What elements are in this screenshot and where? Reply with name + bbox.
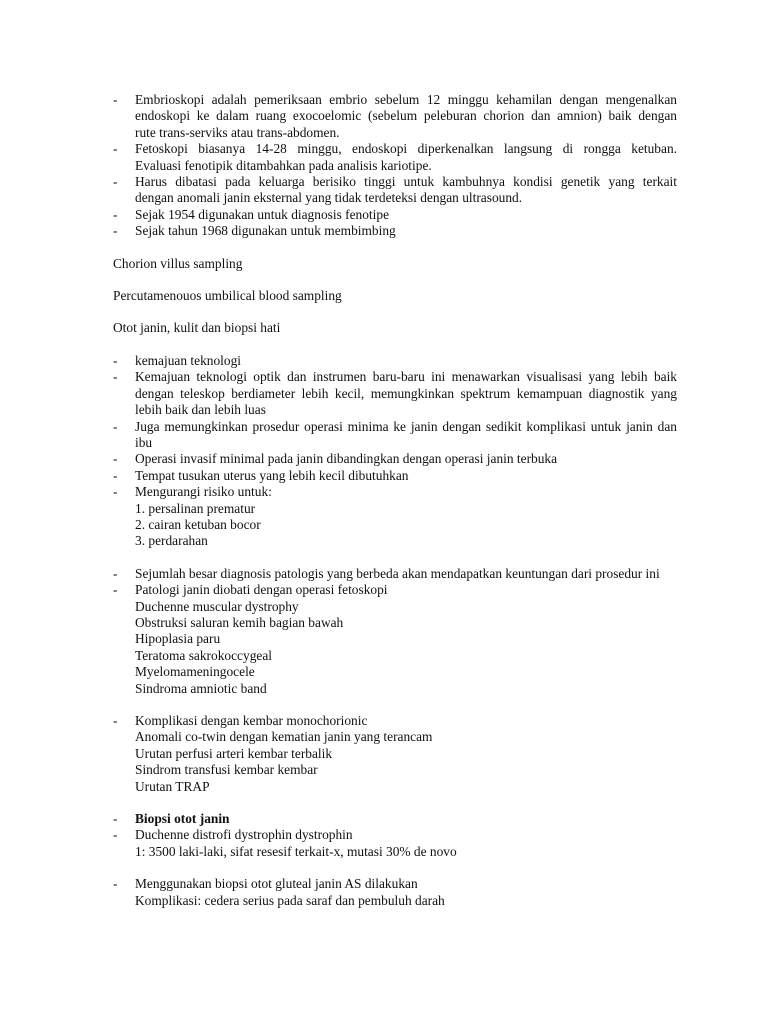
risk-sub-item: 2. cairan ketuban bocor xyxy=(135,516,261,532)
heading-otot: Otot janin, kulit dan biopsi hati xyxy=(113,320,281,336)
patho-intro-item xyxy=(113,566,677,582)
text-line: Sejumlah besar diagnosis patologis yang berbeda akan mendapatkan keuntungan dari prosedur ini xyxy=(135,565,660,581)
bullet-dash: - xyxy=(113,92,118,107)
patho-sub-item: Teratoma sakrokoccygeal xyxy=(135,647,272,663)
biopsy-list xyxy=(113,811,677,860)
bullet-dash: - xyxy=(113,174,118,190)
patho-sub-item: Duchenne muscular dystrophy xyxy=(135,598,299,614)
text-line: Tempat tusukan uterus yang lebih kecil dibutuhkan xyxy=(135,467,409,483)
intro-item xyxy=(113,141,677,174)
tech-item xyxy=(113,353,677,369)
text-line: Harus dibatasi pada keluarga berisiko tinggi untuk kambuhnya kondisi genetik yang terkait xyxy=(135,174,677,190)
document-body xyxy=(113,92,677,909)
bullet-dash: - xyxy=(113,451,118,467)
text-line: lebih baik dan lebih luas xyxy=(135,402,266,418)
bullet-dash: - xyxy=(113,223,118,239)
risk-label: Mengurangi risiko untuk: xyxy=(135,484,272,500)
bullet-dash: - xyxy=(113,565,118,581)
heading-chorion: Chorion villus sampling xyxy=(113,255,243,271)
intro-item xyxy=(113,174,677,207)
intro-item xyxy=(113,207,677,223)
tech-item xyxy=(113,451,677,467)
patho-sub-item: Hipoplasia paru xyxy=(135,631,221,647)
gluteal-list xyxy=(113,876,677,909)
bullet-dash: - xyxy=(113,811,118,827)
tech-item xyxy=(113,369,677,418)
text-line: Komplikasi: cedera serius pada saraf dan pembuluh darah xyxy=(135,892,445,908)
biopsy-item xyxy=(113,827,677,860)
tech-list xyxy=(113,353,677,550)
twin-sub-item: Urutan TRAP xyxy=(135,778,210,794)
patho-sub-item: Obstruksi saluran kemih bagian bawah xyxy=(135,614,344,630)
risk-item xyxy=(113,484,677,550)
text-line: kemajuan teknologi xyxy=(135,352,241,368)
bullet-dash: - xyxy=(113,876,118,892)
bullet-dash: - xyxy=(113,582,118,598)
text-line: dengan teleskop berdiameter lebih kecil, memungkinkan spektrum kemampuan diagnostik yang xyxy=(135,385,677,401)
heading-pubs: Percutamenouos umbilical blood sampling xyxy=(113,288,342,304)
text-line: Fetoskopi biasanya 14-28 minggu, endoskopi diperkenalkan langsung di rongga ketuban. xyxy=(135,141,677,157)
text-line: Sejak tahun 1968 digunakan untuk membimbing xyxy=(135,223,396,239)
bullet-dash: - xyxy=(113,484,118,500)
bullet-dash: - xyxy=(113,827,118,843)
text-line: Embrioskopi adalah pemeriksaan embrio sebelum 12 minggu kehamilan dengan mengenalkan xyxy=(135,92,677,107)
text-line: Sejak 1954 digunakan untuk diagnosis fenotipe xyxy=(135,206,390,222)
text-line: endoskopi ke dalam ruang exocoelomic (sebelum peleburan chorion dan amnion) baik dengan xyxy=(135,108,677,124)
biopsy-title-item xyxy=(113,811,677,827)
bullet-dash: - xyxy=(113,141,118,157)
bullet-dash: - xyxy=(113,713,118,728)
text-line: rute trans-serviks atau trans-abdomen. xyxy=(135,124,340,140)
twin-sub-item: Sindrom transfusi kembar kembar xyxy=(135,762,318,778)
tech-item xyxy=(113,468,677,484)
bullet-dash: - xyxy=(113,352,118,368)
bullet-dash: - xyxy=(113,418,118,434)
patho-sub-item: Sindroma amniotic band xyxy=(135,680,267,696)
text-line: Juga memungkinkan prosedur operasi minima ke janin dengan sedikit komplikasi untuk janin dan xyxy=(135,418,677,434)
risk-sub-item: 1. persalinan prematur xyxy=(135,500,256,516)
text-line: Operasi invasif minimal pada janin dibandingkan dengan operasi janin terbuka xyxy=(135,451,558,467)
text-line: Duchenne distrofi dystrophin dystrophin xyxy=(135,827,353,843)
biopsy-title: Biopsi otot janin xyxy=(135,811,230,827)
text-line: ibu xyxy=(135,434,153,450)
text-line: 1: 3500 laki-laki, sifat resesif terkait-x, mutasi 30% de novo xyxy=(135,843,457,859)
bullet-dash: - xyxy=(113,206,118,222)
patho-list xyxy=(113,566,677,697)
risk-sub-item: 3. perdarahan xyxy=(135,533,208,549)
twin-sub-item: Urutan perfusi arteri kembar terbalik xyxy=(135,745,333,761)
twin-sub-item: Anomali co-twin dengan kematian janin yang terancam xyxy=(135,729,433,745)
twin-item xyxy=(113,713,677,795)
text-line: Evaluasi fenotipik ditambahkan pada analisis kariotipe. xyxy=(135,157,432,173)
patho-label: Patologi janin diobati dengan operasi fetoskopi xyxy=(135,582,388,598)
twin-list xyxy=(113,713,677,795)
bullet-dash: - xyxy=(113,467,118,483)
text-line: dengan anomali janin eksternal yang tidak terdeteksi dengan ultrasound. xyxy=(135,190,523,206)
intro-list xyxy=(113,92,677,240)
tech-item xyxy=(113,419,677,452)
text-line: Menggunakan biopsi otot gluteal janin AS dilakukan xyxy=(135,876,418,892)
bullet-dash: - xyxy=(113,369,118,385)
gluteal-item xyxy=(113,876,677,909)
twin-label: Komplikasi dengan kembar monochorionic xyxy=(135,713,368,728)
patho-item xyxy=(113,582,677,697)
text-line: Kemajuan teknologi optik dan instrumen baru-baru ini menawarkan visualisasi yang lebih baik xyxy=(135,369,677,385)
patho-sub-item: Myelomameningocele xyxy=(135,664,255,680)
intro-item xyxy=(113,92,677,141)
intro-item xyxy=(113,223,677,239)
